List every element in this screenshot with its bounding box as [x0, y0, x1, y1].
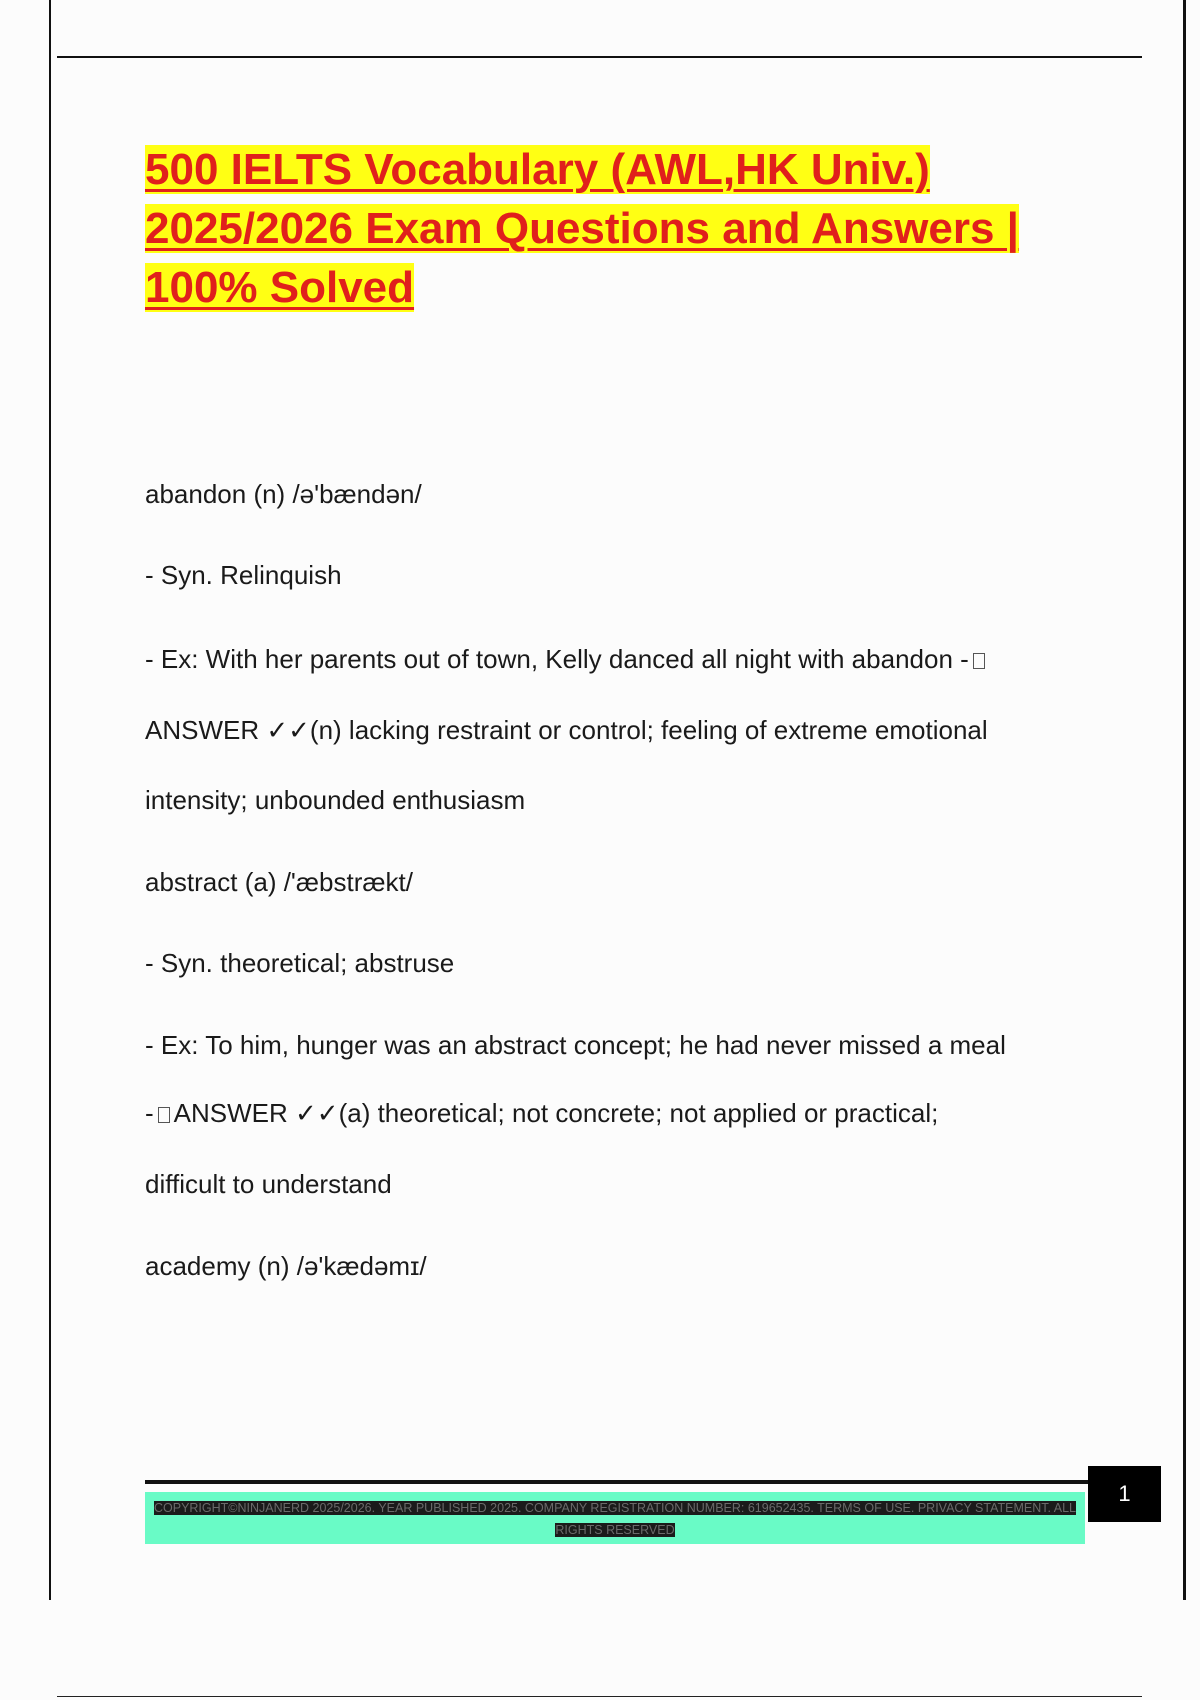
entry-abstract-answer-cont: difficult to understand: [145, 1169, 392, 1199]
entry-abstract-answer-prefix: -: [145, 1098, 154, 1128]
header-rule: [57, 56, 1142, 58]
entry-abstract-answer: [145, 1097, 938, 1129]
entry-academy-headword: academy (n) /ə'kædəmɪ/: [145, 1251, 427, 1281]
document-title-text: 500 IELTS Vocabulary (AWL,HK Univ.) 2025/2026 Exam Questions and Answers | 100% Solved: [145, 145, 1019, 312]
copyright-text: COPYRIGHT©NINJANERD 2025/2026. YEAR PUBLISHED 2025. COMPANY REGISTRATION NUMBER: 619652435. TERMS OF USE. PRIVACY STATEMENT. ALL RIGHTS RESERVED: [153, 1501, 1076, 1537]
entry-abstract-answer-text: ANSWER ✓✓(a) theoretical; not concrete; not applied or practical;: [173, 1098, 939, 1128]
page-right-border: [1183, 0, 1186, 1600]
copyright-footer: [145, 1492, 1085, 1544]
next-page-rule: [57, 1696, 1142, 1697]
missing-glyph-icon: [158, 1107, 170, 1123]
entry-abandon-headword: abandon (n) /ə'bændən/: [145, 479, 422, 509]
entry-abstract-synonym: - Syn. theoretical; abstruse: [145, 948, 455, 978]
page-number: 1: [1088, 1466, 1161, 1522]
document-title: [145, 140, 1105, 317]
entry-abandon-example-text: - Ex: With her parents out of town, Kelly danced all night with abandon -: [145, 644, 969, 674]
page-left-border: [49, 0, 51, 1600]
entry-abandon-answer-cont: intensity; unbounded enthusiasm: [145, 785, 526, 815]
entry-abstract-example: - Ex: To him, hunger was an abstract concept; he had never missed a meal: [145, 1030, 1006, 1060]
entry-abandon-synonym: - Syn. Relinquish: [145, 560, 342, 590]
entry-abandon-example: [145, 643, 989, 675]
entry-abstract-headword: abstract (a) /'æbstrækt/: [145, 867, 413, 897]
footer-rule: [145, 1480, 1090, 1484]
missing-glyph-icon: [973, 653, 985, 669]
entry-abandon-answer: ANSWER ✓✓(n) lacking restraint or control; feeling of extreme emotional: [145, 715, 988, 745]
